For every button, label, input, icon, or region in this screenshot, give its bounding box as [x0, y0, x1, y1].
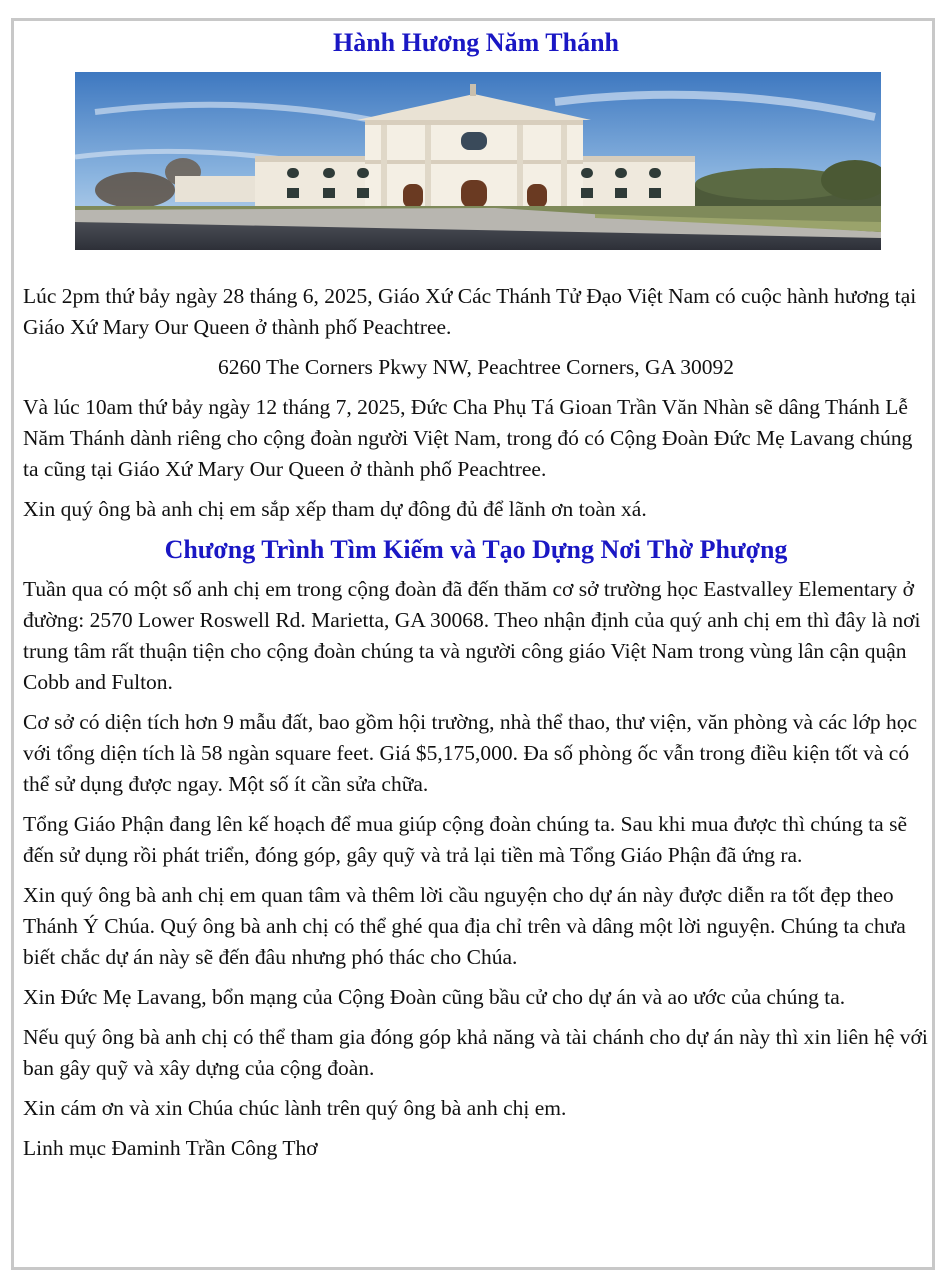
paragraph-invitation: Xin quý ông bà anh chị em sắp xếp tham dự đông đủ để lãnh ơn toàn xá. — [23, 497, 647, 521]
bulletin-frame — [11, 18, 935, 1270]
address-line: 6260 The Corners Pkwy NW, Peachtree Corners, GA 30092 — [218, 355, 734, 379]
paragraph-archdiocese: Tổng Giáo Phận đang lên kế hoạch để mua giúp cộng đoàn chúng ta. Sau khi mua được thì chúng ta sẽ đến sử dụng rồi phát triển, đóng góp, gây quỹ và trả lại tiền mà Tổng Giáo Phận đã ứng ra. — [23, 812, 908, 867]
section-heading: Chương Trình Tìm Kiếm và Tạo Dựng Nơi Thờ Phượng — [164, 535, 788, 564]
paragraph-facility: Cơ sở có diện tích hơn 9 mẫu đất, bao gồm hội trường, nhà thể thao, thư viện, văn phòng và các lớp học với tổng diện tích là 58 ngàn square feet. Giá $5,175,000. Đa số phòng ốc vẫn trong điều kiện tốt và có thể sử dụng được ngay. Một số ít cần sửa chữa. — [23, 710, 917, 796]
paragraph-lavang: Xin Đức Mẹ Lavang, bổn mạng của Cộng Đoàn cũng bầu cử cho dự án và ao ước của chúng ta. — [23, 985, 846, 1009]
paragraph-thanks: Xin cám ơn và xin Chúa chúc lành trên quý ông bà anh chị em. — [23, 1096, 567, 1120]
paragraph-prayer: Xin quý ông bà anh chị em quan tâm và thêm lời cầu nguyện cho dự án này được diễn ra tốt đẹp theo Thánh Ý Chúa. Quý ông bà anh chị có thể ghé qua địa chỉ trên và dâng một lời nguyện. Chúng ta chưa biết chắc dự án này sẽ đến đâu nhưng phó thác cho Chúa. — [23, 883, 906, 969]
paragraph-mass: Và lúc 10am thứ bảy ngày 12 tháng 7, 2025, Đức Cha Phụ Tá Gioan Trần Văn Nhàn sẽ dâng Thánh Lễ Năm Thánh dành riêng cho cộng đoàn người Việt Nam, trong đó có Cộng Đoàn Đức Mẹ Lavang chúng ta cũng tại Giáo Xứ Mary Our Queen ở thành phố Peachtree. — [23, 395, 913, 481]
bulletin-content — [23, 21, 929, 1173]
signature-line: Linh mục Đaminh Trần Công Thơ — [23, 1136, 318, 1160]
paragraph-visit: Tuần qua có một số anh chị em trong cộng đoàn đã đến thăm cơ sở trường học Eastvalley Elementary ở đường: 2570 Lower Roswell Rd. Marietta, GA 30068. Theo nhận định của quý anh chị em thì đây là nơi trung tâm rất thuận tiện cho cộng đoàn chúng ta và người công giáo Việt Nam trong vùng lân cận quận Cobb and Fulton. — [23, 577, 921, 694]
page-title: Hành Hương Năm Thánh — [332, 28, 619, 57]
church-building-photo — [75, 72, 881, 250]
paragraph-contribute: Nếu quý ông bà anh chị có thể tham gia đóng góp khả năng và tài chánh cho dự án này thì xin liên hệ với ban gây quỹ và xây dựng của cộng đoàn. — [23, 1025, 928, 1080]
paragraph-pilgrimage: Lúc 2pm thứ bảy ngày 28 tháng 6, 2025, Giáo Xứ Các Thánh Tử Đạo Việt Nam có cuộc hành hương tại Giáo Xứ Mary Our Queen ở thành phố Peachtree. — [23, 284, 917, 339]
